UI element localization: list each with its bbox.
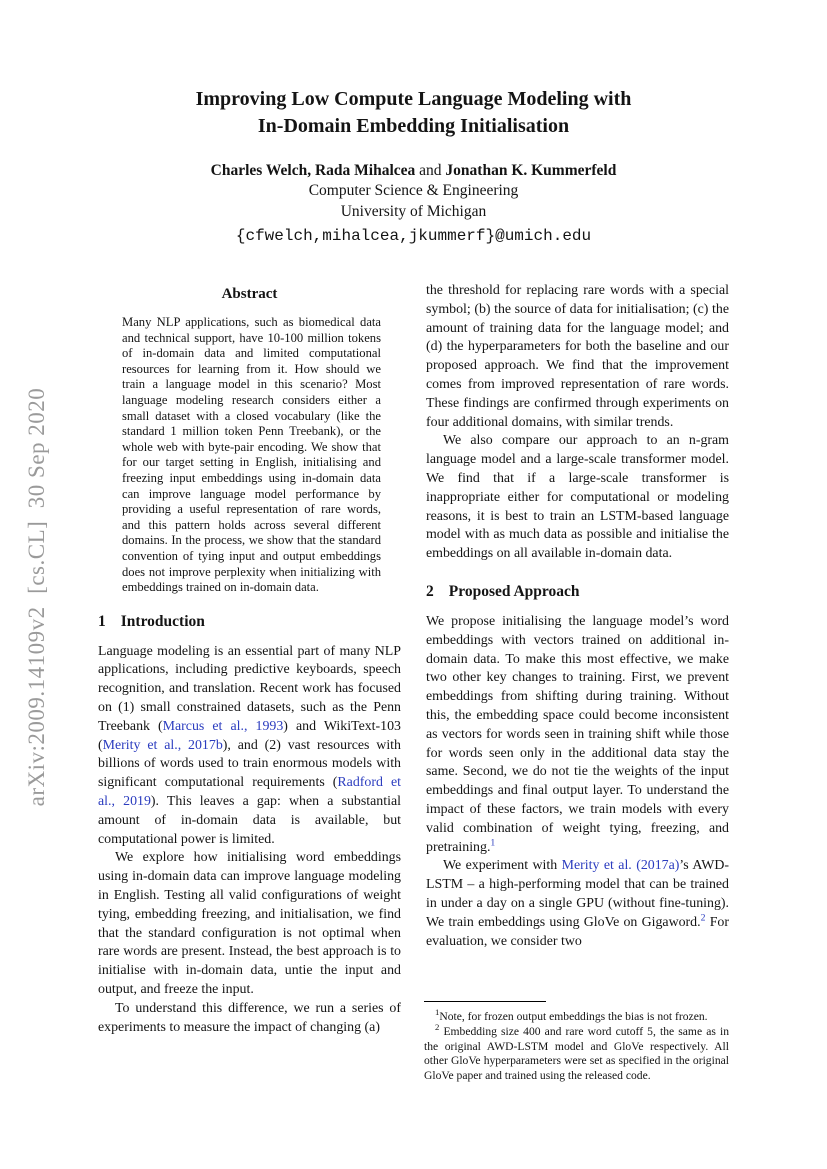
text-segment: Language modeling is an essential part of many NLP applications, including predictive keyboards, speech recognition, and translation. Recent work has focused on (1) small constrained datasets, such as the Penn Treebank ( — [98, 643, 401, 734]
intro-paragraph-1 — [98, 643, 401, 850]
text-segment: and — [415, 162, 446, 179]
intro-paragraph-2 — [98, 849, 401, 999]
footnote-marker: 1 — [435, 1007, 440, 1018]
section-1-heading — [98, 613, 401, 631]
arxiv-stamp: arXiv:2009.14109v2 [cs.CL] 30 Sep 2020 — [24, 387, 49, 807]
text-segment: We propose initialising the language model’s word embeddings with vectors trained on additional in-domain data. To make this most effective, we make two other key changes to training. First, we prevent embeddings from shifting during training. Without this, the embedding space could become inconsistent as vectors for words seen in training shift while those for words seen only in the additional data stay the same. Second, we do not tie the weights of the input embeddings and final output layer. To understand the impact of these factors, we train models with every valid combination of weight tying, freezing, and pretraining. — [426, 613, 729, 855]
footnote-ref[interactable]: 2 — [700, 912, 706, 924]
continuation-paragraph — [426, 282, 729, 432]
citation-link[interactable]: Radford et al., 2019 — [98, 775, 402, 810]
text-segment: We explore how initialising word embeddings using in-domain data can improve language modeling in English. Testing all valid configurations of weight tying, embedding freezing, and initialisation, we find that the standard configuration is not optimal when rare words are present. Instead, the best approach is to initialise with in-domain data, untie the input and output, and freeze the input. — [98, 850, 401, 998]
footnote-rule — [424, 1001, 546, 1002]
citation-link[interactable]: Marcus et al., 1993 — [162, 718, 284, 734]
affiliation-university: University of Michigan — [340, 203, 487, 220]
text-segment: Jonathan K. Kummerfeld — [445, 162, 617, 179]
paper-header — [0, 86, 827, 245]
left-column — [98, 282, 401, 1037]
text-segment: Charles Welch, Rada Mihalcea — [210, 162, 416, 179]
footnote-1 — [424, 1007, 729, 1024]
section-2-number: 2 — [426, 582, 434, 600]
approach-paragraph-2 — [426, 857, 729, 951]
text-segment: ) and WikiText-103 ( — [98, 718, 401, 753]
text-segment: ). This leaves a gap: when a substantial amount of in-domain data is available, but computational power is limited. — [98, 794, 401, 847]
intro-paragraph-3 — [98, 1000, 401, 1038]
author-list — [0, 162, 827, 180]
footnotes-block — [424, 1001, 729, 1084]
footnote-marker: 2 — [435, 1022, 440, 1033]
comparison-paragraph — [426, 432, 729, 564]
text-segment: Embedding size 400 and rare word cutoff 5, the same as in the original AWD-LSTM model and GloVe respectively. All other GloVe hyperparameters were set as specified in the original GloVe paper and trained using the released code. — [424, 1025, 729, 1082]
text-segment: We also compare our approach to an n-gram language model and a large-scale transformer model. We find that if a large-scale transformer is inappropriate either for computational or modeling reasons, it is best to train an LSTM-based language model with as much data as possible and initialise the embeddings on all available in-domain data. — [426, 433, 729, 562]
abstract-heading: Abstract — [221, 286, 278, 302]
approach-paragraph-1 — [426, 613, 729, 857]
text-segment: ’s AWD-LSTM – a high-performing model that can be trained in under a day on a single GPU (without fine-tuning). We train embeddings using GloVe on Gigaword. — [426, 858, 730, 930]
two-column-body — [98, 282, 729, 1037]
citation-link[interactable]: Merity et al., 2017b — [102, 737, 223, 753]
abstract-text: Many NLP applications, such as biomedical data and technical support, have 10-100 million tokens of in-domain data and limited computational resources for learning from it. How should we train a language model in this scenario? Most language modeling research considers either a small dataset with a closed vocabulary (like the standard 1 million token Penn Treebank), or the whole web with byte-pair encoding. We show that for our target setting in English, initialising and freezing input embeddings using in-domain data can improve language model performance by providing a useful representation of rare words, and this pattern holds across several different domains. In the process, we show that the standard convention of tying input and output embeddings does not improve perplexity when initializing with embeddings trained on in-domain data. — [122, 315, 381, 595]
section-2-heading — [426, 583, 729, 601]
citation-link[interactable]: Merity et al. (2017a) — [561, 858, 680, 874]
section-1-number: 1 — [98, 612, 106, 630]
author-email: {cfwelch,mihalcea,jkummerf}@umich.edu — [235, 227, 592, 245]
footnote-ref[interactable]: 1 — [490, 836, 496, 848]
text-segment: ), and (2) vast resources with billions of words used to train enormous models with significant computational requirements ( — [98, 737, 401, 791]
text-segment: the threshold for replacing rare words with a special symbol; (b) the source of data for initialisation; (c) the amount of training data for the language model; and (d) the hyperparameters for both the baseline and our proposed approach. We find that the improvement comes from improved representation of rare words. These findings are confirmed through experiments on four additional domains, with similar trends. — [426, 283, 729, 430]
text-segment: To understand this difference, we run a series of experiments to measure the impact of changing (a) — [98, 1000, 401, 1035]
right-column — [426, 282, 729, 1037]
section-1-title: Introduction — [120, 612, 205, 630]
title-line-1: Improving Low Compute Language Modeling with — [195, 88, 632, 110]
title-line-2: In-Domain Embedding Initialisation — [257, 115, 570, 137]
text-segment: For evaluation, we consider two — [426, 914, 729, 949]
section-2-title: Proposed Approach — [448, 582, 580, 600]
text-segment: Note, for frozen output embeddings the bias is not frozen. — [439, 1010, 708, 1023]
footnote-2 — [424, 1022, 729, 1083]
text-segment: We experiment with — [443, 858, 562, 874]
paper-title — [0, 86, 827, 140]
affiliation-department: Computer Science & Engineering — [308, 182, 519, 199]
